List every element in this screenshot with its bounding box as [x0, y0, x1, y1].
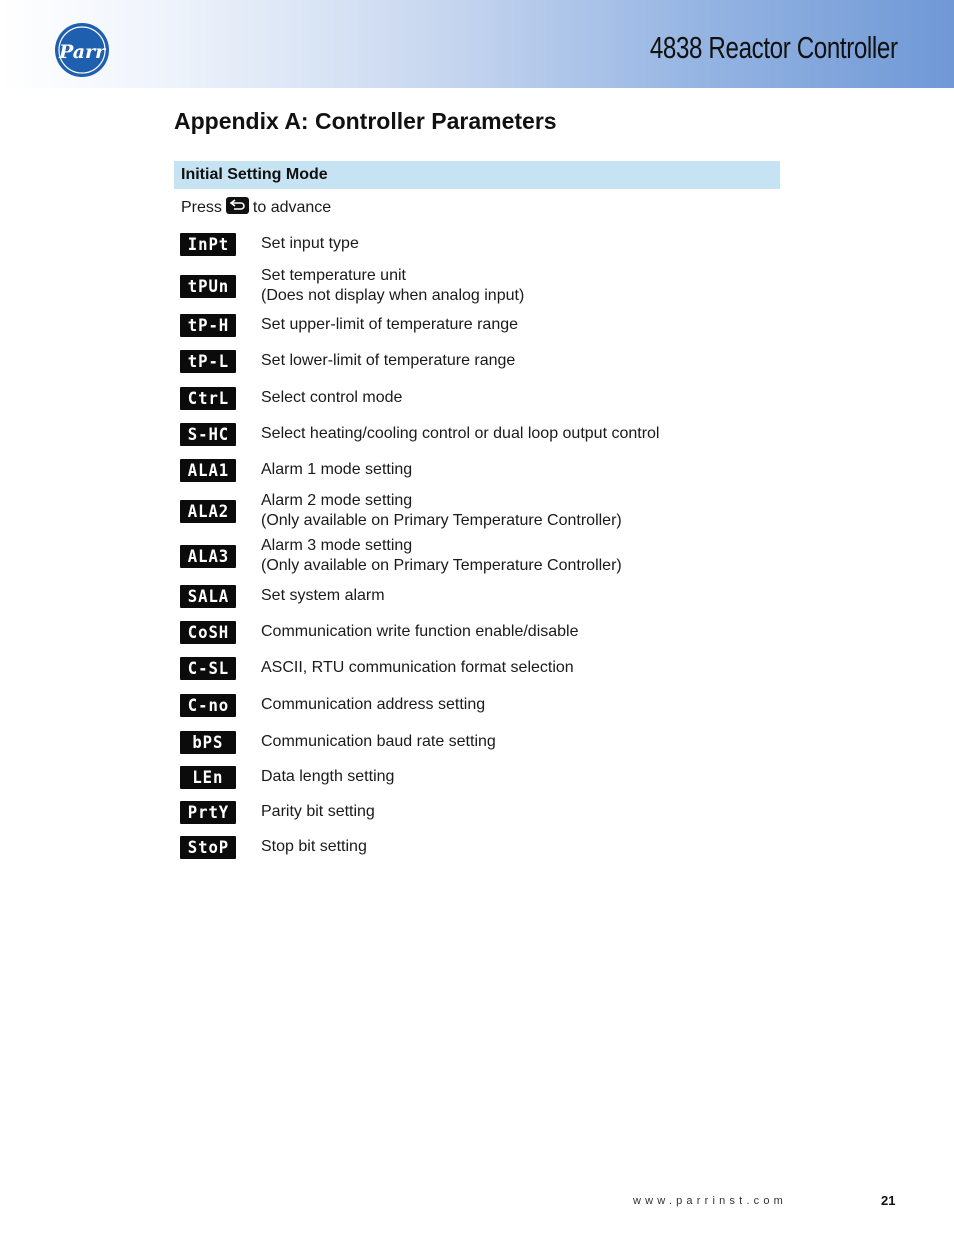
logo-text: Parr: [58, 41, 106, 63]
footer-url: www.parrinst.com: [633, 1195, 787, 1207]
lcd-code-text: ALA2: [187, 501, 229, 522]
lcd-display-code: [180, 545, 236, 568]
parameter-description: Alarm 3 mode setting: [261, 537, 413, 554]
lcd-display-code: [180, 801, 236, 824]
page-number: 21: [881, 1193, 896, 1208]
lcd-display-code: [180, 314, 236, 337]
lcd-display-code: [180, 500, 236, 523]
lcd-display-code: [180, 423, 236, 446]
lcd-display-code: [180, 657, 236, 680]
lcd-code-text: StoP: [187, 837, 229, 858]
lcd-code-text: SALA: [187, 586, 229, 607]
lcd-code-text: CoSH: [187, 622, 229, 643]
parameter-description: Set input type: [261, 235, 359, 252]
parameter-description: Communication address setting: [261, 696, 486, 713]
lcd-display-code: [180, 766, 236, 789]
lcd-code-text: C-SL: [187, 658, 229, 679]
parameter-description: Select heating/cooling control or dual loop output control: [261, 425, 660, 442]
lcd-code-text: InPt: [187, 234, 229, 255]
parameter-description: Select control mode: [261, 389, 403, 406]
lcd-display-code: [180, 275, 236, 298]
lcd-code-text: tP-H: [187, 315, 229, 336]
lcd-display-code: [180, 459, 236, 482]
lcd-display-code: [180, 731, 236, 754]
parameter-description: Set system alarm: [261, 587, 385, 604]
document-title: 4838 Reactor Controller: [650, 30, 898, 65]
parameter-description: Stop bit setting: [261, 838, 367, 855]
lcd-display-code: [180, 350, 236, 373]
lcd-code-text: S-HC: [187, 424, 229, 445]
parameter-description: Set temperature unit: [261, 267, 406, 284]
parameter-description: Set upper-limit of temperature range: [261, 316, 519, 333]
parameter-note: (Does not display when analog input): [261, 287, 525, 304]
lcd-display-code: [180, 694, 236, 717]
press-suffix: to advance: [252, 199, 332, 216]
press-prefix: Press: [181, 199, 222, 216]
section-title: Initial Setting Mode: [181, 166, 328, 183]
lcd-code-text: ALA1: [187, 460, 229, 481]
parameter-description: Parity bit setting: [261, 803, 375, 820]
parr-logo: [54, 22, 110, 78]
lcd-code-text: ALA3: [187, 546, 229, 567]
lcd-code-text: CtrL: [187, 388, 229, 409]
parameter-description: Communication baud rate setting: [261, 733, 496, 750]
lcd-display-code: [180, 585, 236, 608]
section-header-bar: [174, 161, 780, 189]
lcd-code-text: PrtY: [187, 802, 229, 823]
lcd-code-text: bPS: [192, 732, 224, 753]
return-key-icon: [226, 197, 249, 214]
parameter-description: ASCII, RTU communication format selection: [261, 659, 574, 676]
lcd-display-code: [180, 387, 236, 410]
parameter-note: (Only available on Primary Temperature Controller): [261, 557, 622, 574]
parameter-note: (Only available on Primary Temperature Controller): [261, 512, 622, 529]
lcd-display-code: [180, 836, 236, 859]
parameter-description: Set lower-limit of temperature range: [261, 352, 516, 369]
parameter-description: Communication write function enable/disable: [261, 623, 579, 640]
lcd-code-text: tP-L: [187, 351, 229, 372]
lcd-code-text: LEn: [192, 767, 224, 788]
parameter-description: Alarm 2 mode setting: [261, 492, 413, 509]
lcd-display-code: [180, 621, 236, 644]
lcd-code-text: C-no: [187, 695, 229, 716]
page-heading: Appendix A: Controller Parameters: [174, 108, 557, 134]
parameter-description: Data length setting: [261, 768, 395, 785]
press-instruction: [181, 199, 331, 217]
lcd-code-text: tPUn: [187, 276, 229, 297]
lcd-display-code: [180, 233, 236, 256]
parameter-description: Alarm 1 mode setting: [261, 461, 413, 478]
